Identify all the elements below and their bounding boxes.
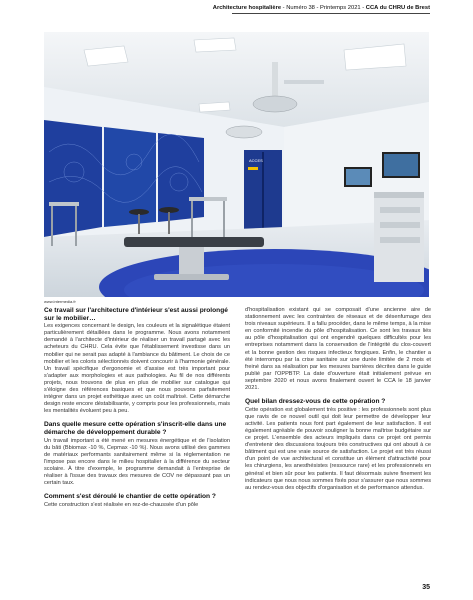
issue-info: - Numéro 38 - Printemps 2021 - <box>281 5 366 11</box>
left-column <box>44 307 230 515</box>
question-developpement-durable: Dans quelle mesure cette opération s'inscrit-elle dans une démarche de développement durable ? <box>44 421 227 436</box>
answer-chantier-start: Cette construction s'est réalisée en rez-de-chaussée d'un pôle <box>44 501 199 508</box>
answer-chantier-continued: d'hospitalisation existant qui se composait d'une ancienne aire de stationnement avec les contraintes de réseaux et de désenfumage des trois niveaux supérieurs. Il a fallu procéder, dans le même temps, à la mise en conformité incendie du pôle d'hospitalisation. Ce sont les travaux liés au pôle d'hospitalisation qui ont engendré quelques difficultés pour les entreprises notamment dans la conservation de l'intégrité du clos-couvert et la bonne gestion des risques infectieux fongiques. Enfin, le chantier a été interrompu par la crise sanitaire sur une durée limitée de 2 mois et freiné dans sa réalisation par les mesures barrières décrites dans le guide publié par l'OPPBTP. La date d'ouverture était initialement prévue en septembre 2020 et nous avons finalement ouvert le CCA le 18 janvier 2021. <box>245 307 431 392</box>
right-column <box>245 307 431 498</box>
answer-developpement-durable: Un travail important a été mené en mesures énergétique et de l'isolation du bâti (Bbiomax -10 %, Cepmax -10 %). Nous avons utilisé des gammes de matériaux performants sanitairement même si la réglementation ne l'impose pas encore dans le milieu hospitalier à la différence du secteur scolaire. À titre d'exemple, le programme demandait à l'entreprise de réaliser à l'issue des travaux des mesures de COV ne dépassant pas un certain taux. <box>44 437 230 487</box>
publication-line <box>213 5 430 11</box>
question-bilan: Quel bilan dressez-vous de cette opération ? <box>245 398 386 406</box>
article-name: CCA du CHRU de Brest <box>365 5 430 11</box>
operating-room-illustration <box>44 32 429 297</box>
question-chantier: Comment s'est déroulé le chantier de cette opération ? <box>44 493 216 501</box>
running-header <box>0 5 473 17</box>
photo-credit: www.intermedia.fr <box>44 299 76 304</box>
header-rule <box>232 13 430 14</box>
answer-mobilier: Les exigences concernant le design, les couleurs et la signalétique étaient particulièrement détaillées dans le programme. Nous avons notamment demandé à l'architecte d'intérieur de réaliser un travail partagé avec les acheteurs du CHRU. Cela évite que l'établissement investisse dans un mobilier qui ne serait pas adapté à l'ambiance du bâtiment. Le choix de ce mobilier et les coloris sélectionnés doivent concourir à l'harmonie générale. Un travail spécifique d'ergonomie et d'assise est très important pour s'adapter aux morphologies et aux pathologies. Au fil de nos différents projets, nous trouvons de plus en plus de mobilier sur catalogue qui s'éloigne des références basiques et que nous pouvons parfaitement intégrer dans un projet esthétique avec un coût maîtrisé. Cette démarche design reste encore déstabilisante, y compris pour les professionnels, mais les mentalités évoluent peu à peu. <box>44 323 230 415</box>
answer-bilan: Cette opération est globalement très positive : les professionnels sont plus que ravis de ce nouvel outil qui doit leur permettre de développer leur activité. Les patients nous font part également de leur satisfaction. Il est également agréable de pouvoir souligner la bonne maîtrise budgétaire sur ce projet. L'ensemble des acteurs impliqués dans ce projet ont permis d'entretenir des discussions toujours très constructives qui ont abouti à ce bâtiment qui est une vraie source de satisfaction. Le projet est très réussi d'un point de vue architectural et constitue un élément d'attractivité pour les chirurgiens, les anesthésistes (ressource rare) et les professionnels en général et bien sûr pour les patients. Il faut désormais suivre finement les indicateurs que nous nous sommes fixés pour s'assurer que nous sommes au rendez-vous des objectifs d'organisation et de performance attendus. <box>245 406 431 491</box>
question-mobilier: Ce travail sur l'architecture d'intérieur s'est aussi prolongé sur le mobilier… <box>44 307 228 322</box>
publication-name: Architecture hospitalière <box>212 5 282 11</box>
door-sign: ACCES <box>249 158 263 163</box>
operating-room-photo <box>44 32 429 297</box>
page-number: 35 <box>422 584 430 591</box>
